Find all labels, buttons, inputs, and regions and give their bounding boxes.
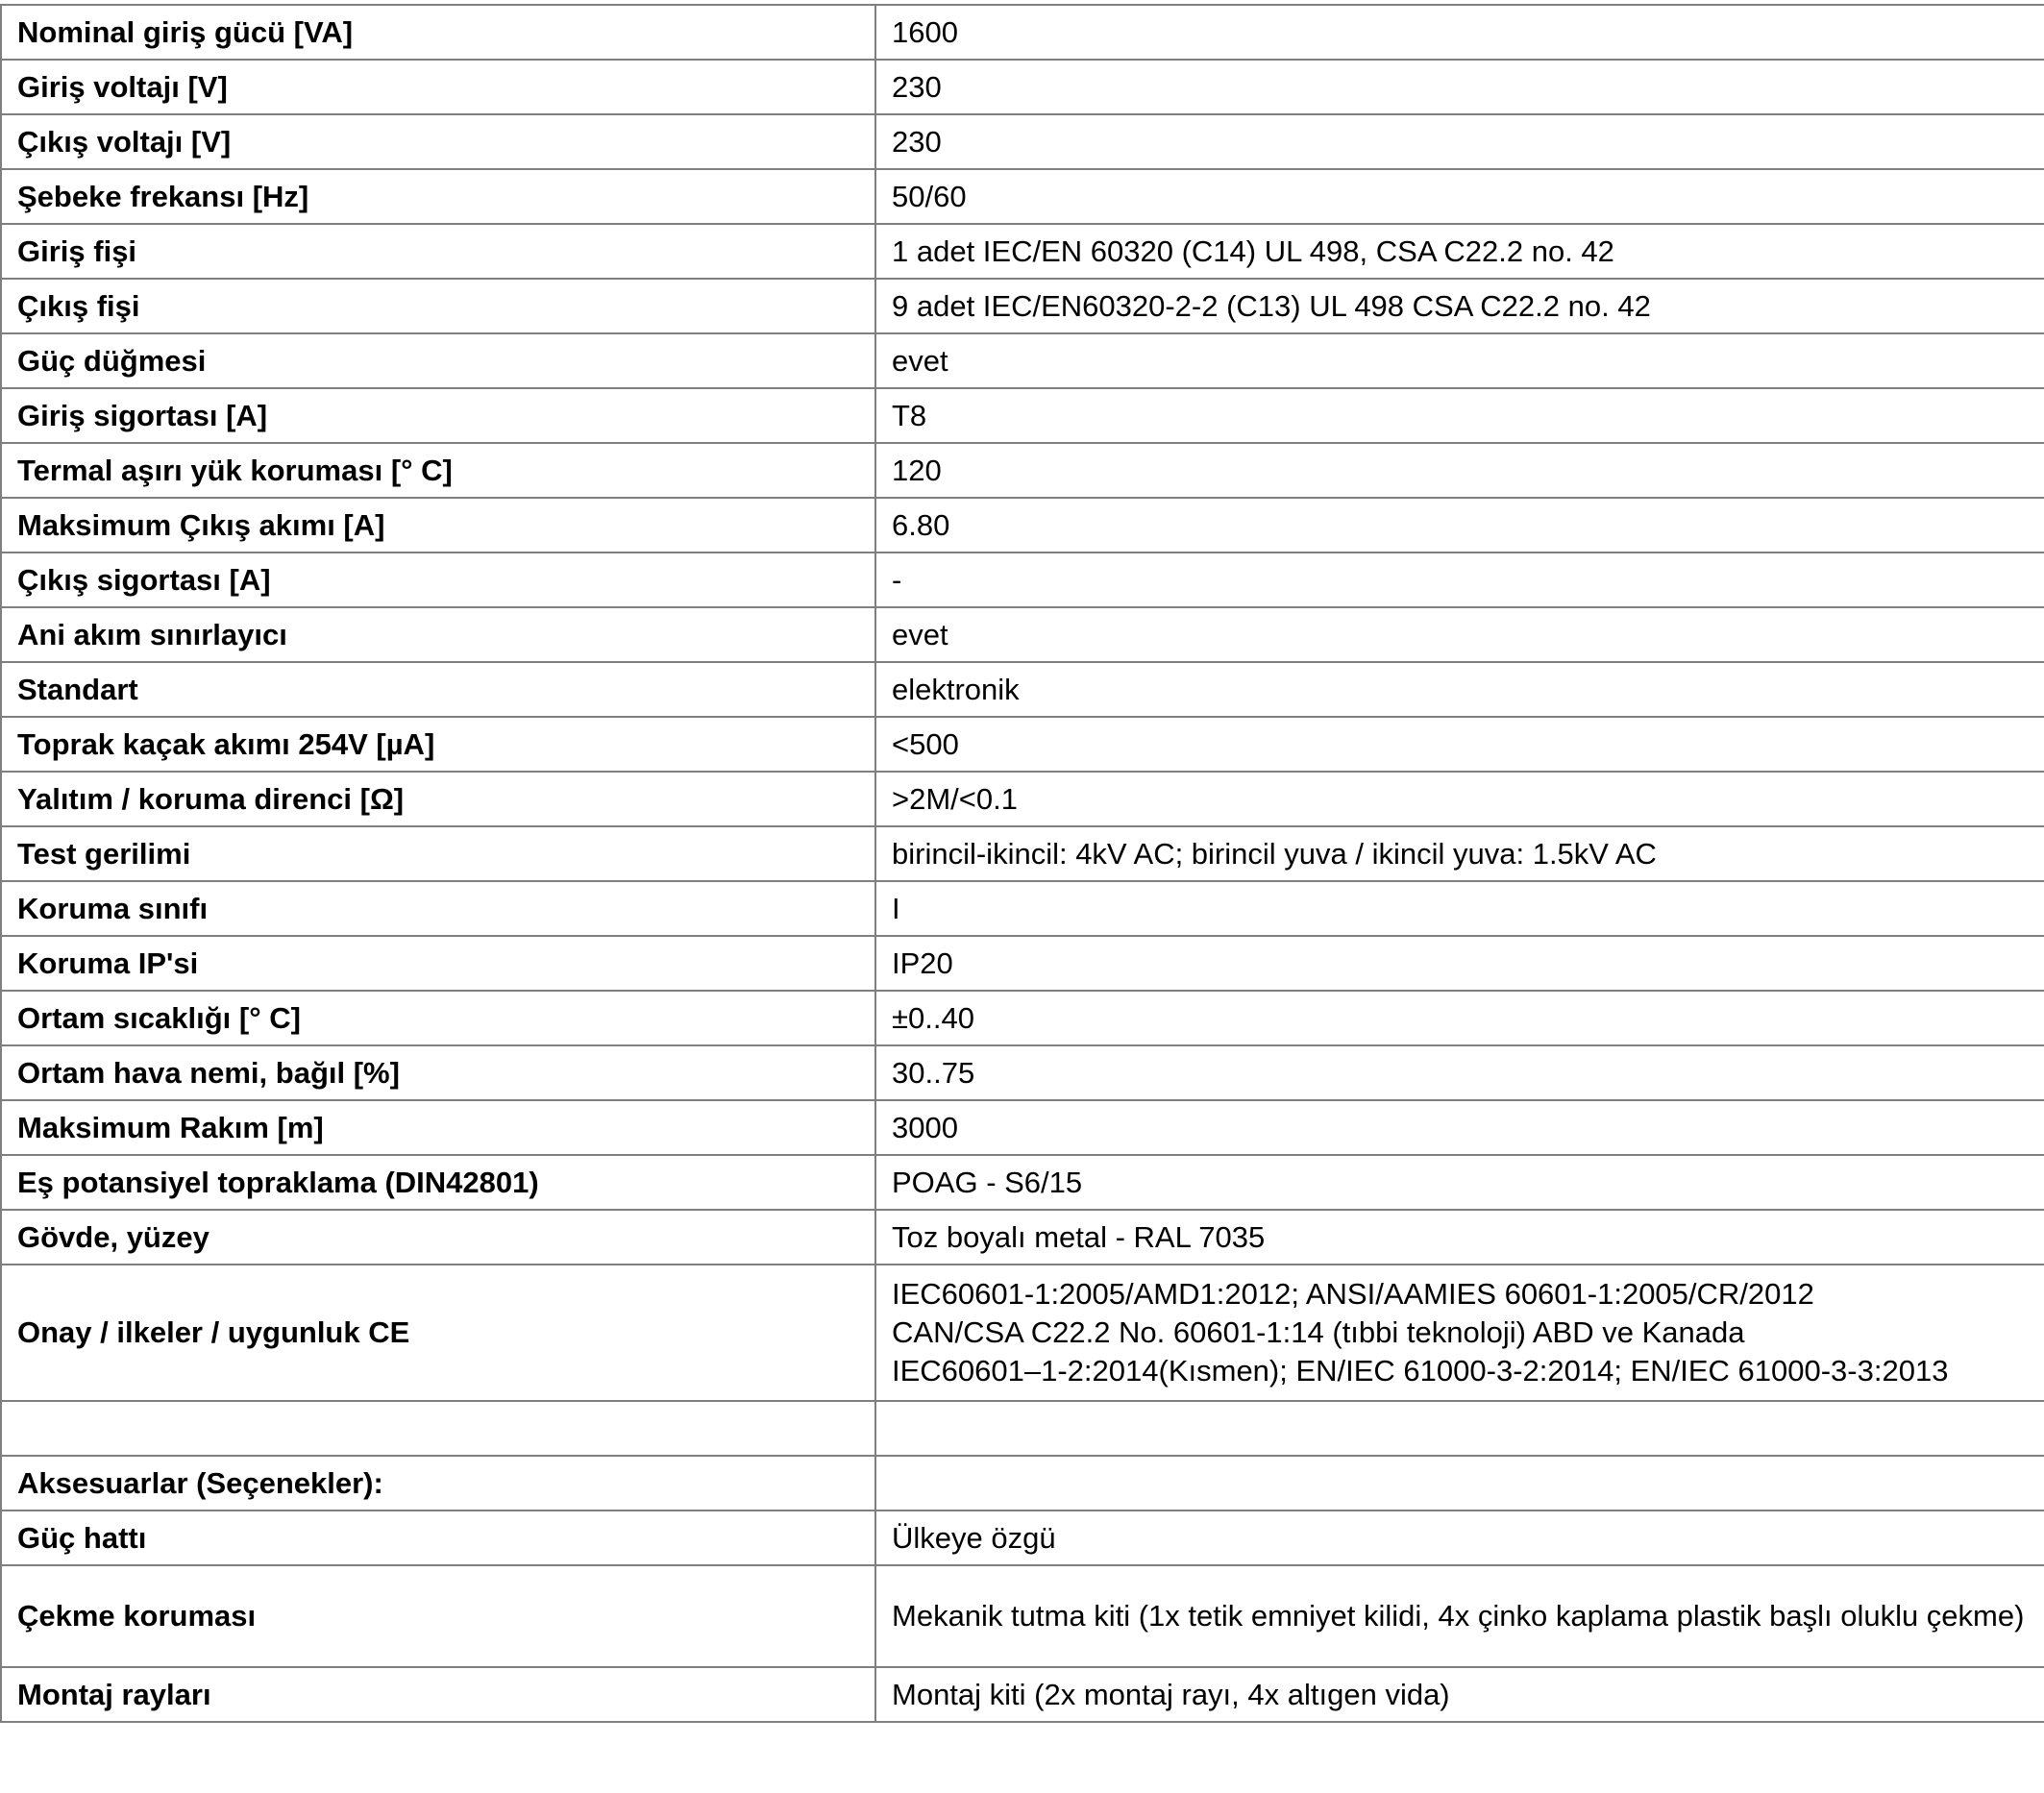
spec-label: Maksimum Çıkış akımı [A] [1, 498, 875, 553]
spec-value: >2M/<0.1 [875, 772, 2044, 826]
table-row-accessory [1, 1667, 2044, 1722]
approval-line: CAN/CSA C22.2 No. 60601-1:14 (tıbbi teknoloji) ABD ve Kanada [892, 1315, 1745, 1349]
table-row [1, 553, 2044, 607]
spec-label: Yalıtım / koruma direnci [Ω] [1, 772, 875, 826]
table-row [1, 498, 2044, 553]
spec-value: Mekanik tutma kiti (1x tetik emniyet kilidi, 4x çinko kaplama plastik başlı oluklu çekme) [875, 1565, 2044, 1667]
table-row [1, 1045, 2044, 1100]
spec-label: Standart [1, 662, 875, 717]
spec-value: 30..75 [875, 1045, 2044, 1100]
spec-value: T8 [875, 388, 2044, 443]
table-row [1, 388, 2044, 443]
spec-value: birincil-ikincil: 4kV AC; birincil yuva / ikincil yuva: 1.5kV AC [875, 826, 2044, 881]
spec-label: Giriş fişi [1, 224, 875, 279]
spec-label: Ortam hava nemi, bağıl [%] [1, 1045, 875, 1100]
spec-value: 6.80 [875, 498, 2044, 553]
spec-label: Şebeke frekansı [Hz] [1, 169, 875, 224]
table-row [1, 333, 2044, 388]
spec-label: Giriş sigortası [A] [1, 388, 875, 443]
spec-value: ±0..40 [875, 991, 2044, 1045]
spec-value: 9 adet IEC/EN60320-2-2 (C13) UL 498 CSA C22.2 no. 42 [875, 279, 2044, 333]
table-row [1, 772, 2044, 826]
spec-label: Ortam sıcaklığı [° C] [1, 991, 875, 1045]
spec-label: Çıkış sigortası [A] [1, 553, 875, 607]
table-row [1, 1155, 2044, 1210]
spec-value: 120 [875, 443, 2044, 498]
accessories-header-row [1, 1456, 2044, 1511]
table-row [1, 279, 2044, 333]
spec-table [0, 4, 2044, 1723]
table-row [1, 169, 2044, 224]
approval-values [875, 1265, 2044, 1401]
spec-value: 3000 [875, 1100, 2044, 1155]
spec-value [875, 1456, 2044, 1511]
table-row-accessory [1, 1565, 2044, 1667]
table-row [1, 443, 2044, 498]
spec-label: Montaj rayları [1, 1667, 875, 1722]
spec-label: Ani akım sınırlayıcı [1, 607, 875, 662]
spec-label: Onay / ilkeler / uygunluk CE [1, 1265, 875, 1401]
spec-label: Koruma IP'si [1, 936, 875, 991]
spec-label: Eş potansiyel topraklama (DIN42801) [1, 1155, 875, 1210]
spec-table-body [1, 5, 2044, 1722]
spec-label: Test gerilimi [1, 826, 875, 881]
table-row [1, 991, 2044, 1045]
table-row [1, 936, 2044, 991]
spec-label: Güç hattı [1, 1511, 875, 1565]
spec-value: Toz boyalı metal - RAL 7035 [875, 1210, 2044, 1265]
spec-value: 230 [875, 114, 2044, 169]
spec-value: 50/60 [875, 169, 2044, 224]
table-row [1, 224, 2044, 279]
table-row [1, 607, 2044, 662]
table-row-accessory [1, 1511, 2044, 1565]
table-row [1, 662, 2044, 717]
table-row [1, 826, 2044, 881]
spec-value: <500 [875, 717, 2044, 772]
spec-value [875, 1401, 2044, 1456]
spec-label: Maksimum Rakım [m] [1, 1100, 875, 1155]
table-row [1, 717, 2044, 772]
spec-value: 1600 [875, 5, 2044, 60]
approval-line: IEC60601-1:2005/AMD1:2012; ANSI/AAMIES 60601-1:2005/CR/2012 [892, 1277, 1814, 1311]
spec-label: Nominal giriş gücü [VA] [1, 5, 875, 60]
spec-value: evet [875, 607, 2044, 662]
spec-label: Güç düğmesi [1, 333, 875, 388]
spec-label: Giriş voltajı [V] [1, 60, 875, 114]
spec-label: Çıkış voltajı [V] [1, 114, 875, 169]
approval-line: IEC60601–1-2:2014(Kısmen); EN/IEC 61000-3-2:2014; EN/IEC 61000-3-3:2013 [892, 1354, 1949, 1388]
spec-value: - [875, 553, 2044, 607]
spec-label [1, 1401, 875, 1456]
table-row [1, 881, 2044, 936]
table-row-empty [1, 1401, 2044, 1456]
spec-label: Termal aşırı yük koruması [° C] [1, 443, 875, 498]
spec-label: Çekme koruması [1, 1565, 875, 1667]
table-row-approval [1, 1265, 2044, 1401]
table-row [1, 1210, 2044, 1265]
spec-value: 230 [875, 60, 2044, 114]
spec-value: IP20 [875, 936, 2044, 991]
spec-value: evet [875, 333, 2044, 388]
spec-value: 1 adet IEC/EN 60320 (C14) UL 498, CSA C22.2 no. 42 [875, 224, 2044, 279]
spec-label: Koruma sınıfı [1, 881, 875, 936]
spec-value: Ülkeye özgü [875, 1511, 2044, 1565]
table-row [1, 114, 2044, 169]
spec-label: Çıkış fişi [1, 279, 875, 333]
table-row [1, 60, 2044, 114]
table-row [1, 5, 2044, 60]
spec-label: Gövde, yüzey [1, 1210, 875, 1265]
spec-value: I [875, 881, 2044, 936]
spec-label: Aksesuarlar (Seçenekler): [1, 1456, 875, 1511]
spec-value: Montaj kiti (2x montaj rayı, 4x altıgen vida) [875, 1667, 2044, 1722]
spec-label: Toprak kaçak akımı 254V [µA] [1, 717, 875, 772]
spec-value: elektronik [875, 662, 2044, 717]
spec-value: POAG - S6/15 [875, 1155, 2044, 1210]
table-row [1, 1100, 2044, 1155]
